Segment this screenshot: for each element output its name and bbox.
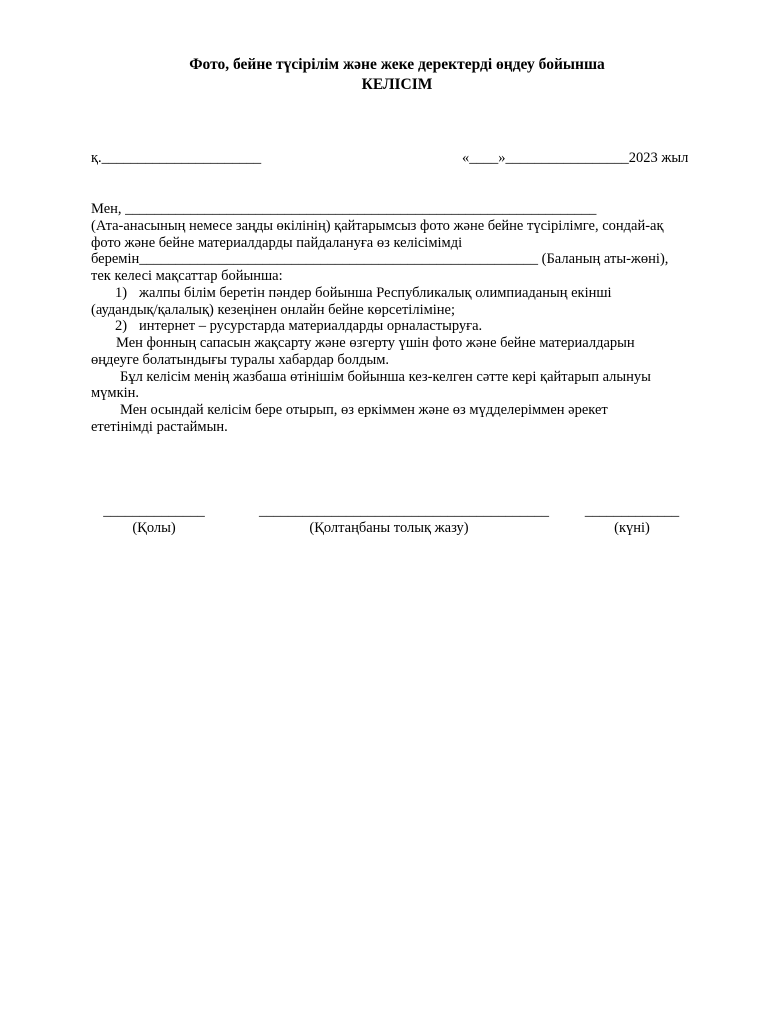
list-item-2-number: 2) (115, 318, 128, 334)
date-signature-caption: (күні) (614, 520, 650, 536)
body-line-5: тек келесі мақсаттар бойынша: (91, 268, 283, 284)
paragraph-4-line-2: ететінімді растаймын. (91, 419, 228, 435)
paragraph-4-line-1: Мен осындай келісім бере отырып, өз еркіммен және өз мүдделеріммен әрекет (120, 402, 608, 418)
date-field: «____»_________________2023 жыл (462, 150, 689, 166)
full-name-line: ________________________________________ (259, 503, 549, 519)
list-item-1-number: 1) (115, 285, 128, 301)
body-line-1: Мен, _________________________________________________________________ (91, 201, 597, 217)
paragraph-3-line-2: мүмкін. (91, 385, 140, 401)
date-signature-line: _____________ (584, 503, 680, 519)
body-line-2: (Ата-анасының немесе заңды өкілінің) қайтарымсыз фото және бейне түсірілімге, сондай-ақ (91, 218, 664, 234)
body-line-3: фото және бейне материалдарды пайдалануға өз келісімімді (91, 235, 463, 251)
paragraph-2-line-1: Мен фонның сапасын жақсарту және өзгерту үшін фото және бейне материалдарын (116, 335, 635, 351)
full-name-caption: (Қолтаңбаны толық жазу) (309, 520, 469, 536)
signature-caption: (Қолы) (132, 520, 176, 536)
place-field: қ.______________________ (91, 150, 262, 166)
document-title-line1: Фото, бейне түсірілім және жеке деректерді өңдеу бойынша (189, 56, 605, 73)
list-item-1-line-1: жалпы білім беретін пәндер бойынша Республикалық олимпиаданың екінші (139, 285, 612, 301)
paragraph-2-line-2: өңдеуге болатындығы туралы хабардар болдым. (91, 352, 389, 368)
list-item-2-line-1: интернет – русурстарда материалдарды орналастыруға. (139, 318, 483, 334)
paragraph-3-line-1: Бұл келісім менің жазбаша өтінішім бойынша кез-келген сәтте кері қайтарып алынуы (120, 369, 651, 385)
document-title-line2: КЕЛІСІМ (361, 76, 433, 93)
body-line-4: беремін_______________________________________________________ (Баланың аты-жөні), (91, 251, 669, 267)
signature-line: ______________ (103, 503, 205, 519)
list-item-1-line-2: (аудандық/қалалық) кезеңінен онлайн бейне көрсетіліміне; (91, 302, 456, 318)
